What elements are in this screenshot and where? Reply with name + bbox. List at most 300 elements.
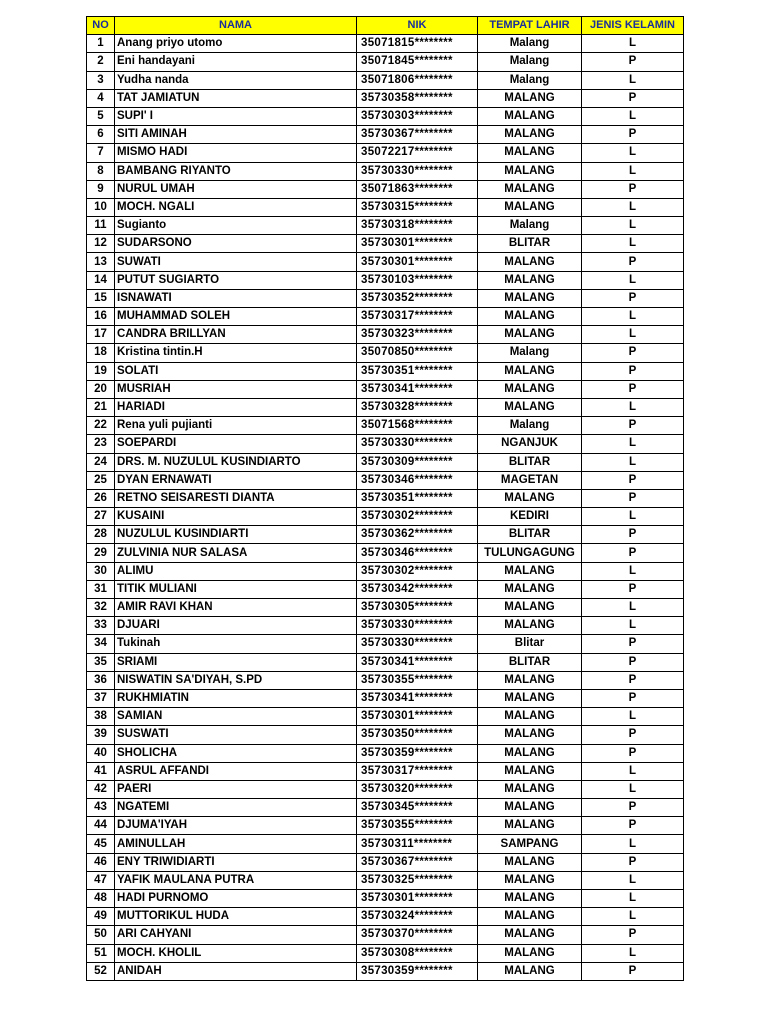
table-row: [87, 689, 684, 707]
cell-nik: 35730330********: [357, 435, 478, 453]
cell-nama: AMIR RAVI KHAN: [115, 599, 357, 617]
cell-jenis-kelamin: L: [582, 198, 684, 216]
cell-nama: NUZULUL KUSINDIARTI: [115, 526, 357, 544]
cell-nik: 35730342********: [357, 580, 478, 598]
cell-no: 18: [87, 344, 115, 362]
cell-no: 3: [87, 71, 115, 89]
header-no: NO: [87, 17, 115, 35]
cell-tempat-lahir: NGANJUK: [478, 435, 582, 453]
cell-tempat-lahir: MALANG: [478, 253, 582, 271]
cell-nik: 35730367********: [357, 126, 478, 144]
table-row: [87, 599, 684, 617]
cell-no: 29: [87, 544, 115, 562]
table-row: [87, 908, 684, 926]
cell-no: 5: [87, 107, 115, 125]
table-row: [87, 890, 684, 908]
cell-no: 7: [87, 144, 115, 162]
cell-nama: MUSRIAH: [115, 380, 357, 398]
cell-tempat-lahir: BLITAR: [478, 453, 582, 471]
cell-nik: 35730362********: [357, 526, 478, 544]
cell-tempat-lahir: Blitar: [478, 635, 582, 653]
cell-no: 20: [87, 380, 115, 398]
cell-nama: SAMIAN: [115, 708, 357, 726]
cell-no: 40: [87, 744, 115, 762]
table-row: [87, 198, 684, 216]
cell-jenis-kelamin: P: [582, 635, 684, 653]
cell-tempat-lahir: Malang: [478, 71, 582, 89]
header-row: [87, 17, 684, 35]
table-row: [87, 817, 684, 835]
cell-jenis-kelamin: P: [582, 544, 684, 562]
cell-nama: SRIAMI: [115, 653, 357, 671]
cell-tempat-lahir: MAGETAN: [478, 471, 582, 489]
cell-no: 43: [87, 799, 115, 817]
cell-nama: Yudha nanda: [115, 71, 357, 89]
cell-jenis-kelamin: L: [582, 398, 684, 416]
cell-jenis-kelamin: P: [582, 362, 684, 380]
cell-nama: SUSWATI: [115, 726, 357, 744]
table-row: [87, 417, 684, 435]
cell-tempat-lahir: MALANG: [478, 708, 582, 726]
cell-tempat-lahir: MALANG: [478, 107, 582, 125]
cell-nama: MOCH. KHOLIL: [115, 944, 357, 962]
cell-no: 24: [87, 453, 115, 471]
cell-no: 23: [87, 435, 115, 453]
cell-no: 21: [87, 398, 115, 416]
cell-nama: ALIMU: [115, 562, 357, 580]
cell-nama: NURUL UMAH: [115, 180, 357, 198]
cell-tempat-lahir: MALANG: [478, 308, 582, 326]
cell-nik: 35730318********: [357, 217, 478, 235]
cell-jenis-kelamin: L: [582, 780, 684, 798]
cell-jenis-kelamin: P: [582, 126, 684, 144]
cell-no: 48: [87, 890, 115, 908]
header-jenis-kelamin: JENIS KELAMIN: [582, 17, 684, 35]
cell-nik: 35730330********: [357, 162, 478, 180]
cell-tempat-lahir: MALANG: [478, 908, 582, 926]
cell-no: 35: [87, 653, 115, 671]
cell-nama: SOLATI: [115, 362, 357, 380]
cell-jenis-kelamin: P: [582, 962, 684, 980]
table-row: [87, 89, 684, 107]
table-row: [87, 871, 684, 889]
cell-no: 13: [87, 253, 115, 271]
cell-nik: 35730302********: [357, 508, 478, 526]
cell-nama: DJUARI: [115, 617, 357, 635]
cell-jenis-kelamin: L: [582, 599, 684, 617]
table-row: [87, 53, 684, 71]
table-row: [87, 326, 684, 344]
cell-tempat-lahir: Malang: [478, 53, 582, 71]
cell-nik: 35730303********: [357, 107, 478, 125]
cell-nik: 35730367********: [357, 853, 478, 871]
cell-nama: Tukinah: [115, 635, 357, 653]
table-row: [87, 435, 684, 453]
cell-tempat-lahir: Malang: [478, 35, 582, 53]
cell-nik: 35730328********: [357, 398, 478, 416]
cell-no: 6: [87, 126, 115, 144]
cell-jenis-kelamin: P: [582, 471, 684, 489]
cell-tempat-lahir: Malang: [478, 417, 582, 435]
cell-nama: ISNAWATI: [115, 289, 357, 307]
cell-nik: 35730301********: [357, 253, 478, 271]
table-row: [87, 162, 684, 180]
cell-jenis-kelamin: L: [582, 453, 684, 471]
cell-no: 49: [87, 908, 115, 926]
cell-jenis-kelamin: P: [582, 89, 684, 107]
cell-tempat-lahir: Malang: [478, 217, 582, 235]
cell-nama: SUWATI: [115, 253, 357, 271]
cell-nama: TITIK MULIANI: [115, 580, 357, 598]
cell-no: 39: [87, 726, 115, 744]
cell-nama: SOEPARDI: [115, 435, 357, 453]
cell-no: 14: [87, 271, 115, 289]
cell-jenis-kelamin: P: [582, 53, 684, 71]
cell-nik: 35730330********: [357, 635, 478, 653]
cell-nama: NGATEMI: [115, 799, 357, 817]
cell-tempat-lahir: MALANG: [478, 617, 582, 635]
cell-jenis-kelamin: P: [582, 489, 684, 507]
cell-nik: 35730324********: [357, 908, 478, 926]
table-row: [87, 744, 684, 762]
cell-no: 32: [87, 599, 115, 617]
cell-nama: NISWATIN SA'DIYAH, S.PD: [115, 671, 357, 689]
table-row: [87, 489, 684, 507]
cell-tempat-lahir: MALANG: [478, 562, 582, 580]
cell-nik: 35730301********: [357, 890, 478, 908]
cell-tempat-lahir: MALANG: [478, 180, 582, 198]
cell-jenis-kelamin: P: [582, 926, 684, 944]
cell-jenis-kelamin: P: [582, 253, 684, 271]
cell-jenis-kelamin: L: [582, 107, 684, 125]
cell-tempat-lahir: MALANG: [478, 726, 582, 744]
cell-jenis-kelamin: L: [582, 762, 684, 780]
cell-tempat-lahir: KEDIRI: [478, 508, 582, 526]
cell-jenis-kelamin: L: [582, 908, 684, 926]
cell-no: 47: [87, 871, 115, 889]
cell-jenis-kelamin: P: [582, 344, 684, 362]
table-row: [87, 471, 684, 489]
cell-nik: 35730341********: [357, 380, 478, 398]
cell-nama: DJUMA'IYAH: [115, 817, 357, 835]
cell-tempat-lahir: MALANG: [478, 780, 582, 798]
cell-nik: 35730311********: [357, 835, 478, 853]
cell-tempat-lahir: BLITAR: [478, 653, 582, 671]
cell-tempat-lahir: MALANG: [478, 671, 582, 689]
table-row: [87, 708, 684, 726]
cell-tempat-lahir: MALANG: [478, 489, 582, 507]
cell-nik: 35730351********: [357, 362, 478, 380]
cell-nama: ANIDAH: [115, 962, 357, 980]
cell-jenis-kelamin: P: [582, 744, 684, 762]
cell-jenis-kelamin: L: [582, 271, 684, 289]
cell-nik: 35730305********: [357, 599, 478, 617]
cell-no: 16: [87, 308, 115, 326]
table-row: [87, 180, 684, 198]
cell-no: 45: [87, 835, 115, 853]
cell-nik: 35072217********: [357, 144, 478, 162]
cell-jenis-kelamin: L: [582, 162, 684, 180]
cell-nik: 35071863********: [357, 180, 478, 198]
cell-no: 50: [87, 926, 115, 944]
cell-nik: 35730330********: [357, 617, 478, 635]
table-row: [87, 380, 684, 398]
cell-jenis-kelamin: L: [582, 235, 684, 253]
cell-no: 25: [87, 471, 115, 489]
cell-no: 27: [87, 508, 115, 526]
cell-tempat-lahir: MALANG: [478, 198, 582, 216]
cell-no: 38: [87, 708, 115, 726]
table-row: [87, 671, 684, 689]
cell-nik: 35730370********: [357, 926, 478, 944]
cell-no: 15: [87, 289, 115, 307]
cell-tempat-lahir: TULUNGAGUNG: [478, 544, 582, 562]
cell-tempat-lahir: MALANG: [478, 944, 582, 962]
cell-nik: 35730320********: [357, 780, 478, 798]
table-row: [87, 271, 684, 289]
cell-tempat-lahir: MALANG: [478, 962, 582, 980]
cell-jenis-kelamin: P: [582, 653, 684, 671]
cell-nama: SITI AMINAH: [115, 126, 357, 144]
table-row: [87, 653, 684, 671]
cell-tempat-lahir: MALANG: [478, 126, 582, 144]
cell-no: 11: [87, 217, 115, 235]
cell-nama: SUDARSONO: [115, 235, 357, 253]
cell-nama: BAMBANG RIYANTO: [115, 162, 357, 180]
cell-nik: 35070850********: [357, 344, 478, 362]
cell-nama: ARI CAHYANI: [115, 926, 357, 944]
cell-nama: DYAN ERNAWATI: [115, 471, 357, 489]
cell-nama: RUKHMIATIN: [115, 689, 357, 707]
table-row: [87, 453, 684, 471]
cell-jenis-kelamin: L: [582, 871, 684, 889]
table-row: [87, 835, 684, 853]
header-nik: NIK: [357, 17, 478, 35]
table-row: [87, 144, 684, 162]
table-row: [87, 799, 684, 817]
table-row: [87, 235, 684, 253]
header-tempat-lahir: TEMPAT LAHIR: [478, 17, 582, 35]
cell-nama: HARIADI: [115, 398, 357, 416]
cell-nik: 35730345********: [357, 799, 478, 817]
cell-nama: CANDRA BRILLYAN: [115, 326, 357, 344]
header-nama: NAMA: [115, 17, 357, 35]
cell-no: 28: [87, 526, 115, 544]
table-row: [87, 35, 684, 53]
cell-jenis-kelamin: L: [582, 562, 684, 580]
cell-tempat-lahir: MALANG: [478, 599, 582, 617]
cell-no: 19: [87, 362, 115, 380]
table-row: [87, 344, 684, 362]
cell-tempat-lahir: MALANG: [478, 689, 582, 707]
table-row: [87, 544, 684, 562]
cell-nik: 35730317********: [357, 762, 478, 780]
cell-jenis-kelamin: P: [582, 526, 684, 544]
cell-tempat-lahir: MALANG: [478, 144, 582, 162]
table-row: [87, 308, 684, 326]
cell-tempat-lahir: MALANG: [478, 580, 582, 598]
cell-nik: 35730301********: [357, 235, 478, 253]
cell-no: 9: [87, 180, 115, 198]
cell-tempat-lahir: MALANG: [478, 762, 582, 780]
cell-jenis-kelamin: P: [582, 180, 684, 198]
cell-jenis-kelamin: P: [582, 289, 684, 307]
table-row: [87, 362, 684, 380]
table-row: [87, 508, 684, 526]
table-row: [87, 526, 684, 544]
cell-no: 51: [87, 944, 115, 962]
cell-nik: 35730358********: [357, 89, 478, 107]
cell-jenis-kelamin: P: [582, 380, 684, 398]
cell-no: 8: [87, 162, 115, 180]
cell-nik: 35730359********: [357, 962, 478, 980]
cell-jenis-kelamin: L: [582, 144, 684, 162]
cell-no: 12: [87, 235, 115, 253]
cell-no: 31: [87, 580, 115, 598]
cell-nama: Anang priyo utomo: [115, 35, 357, 53]
table-row: [87, 617, 684, 635]
table-row: [87, 944, 684, 962]
cell-nama: AMINULLAH: [115, 835, 357, 853]
cell-nik: 35730302********: [357, 562, 478, 580]
cell-nik: 35730323********: [357, 326, 478, 344]
cell-no: 2: [87, 53, 115, 71]
cell-nama: Sugianto: [115, 217, 357, 235]
table-row: [87, 126, 684, 144]
cell-nama: TAT JAMIATUN: [115, 89, 357, 107]
cell-jenis-kelamin: P: [582, 799, 684, 817]
cell-nik: 35730359********: [357, 744, 478, 762]
cell-jenis-kelamin: L: [582, 835, 684, 853]
table-row: [87, 780, 684, 798]
cell-no: 44: [87, 817, 115, 835]
table-row: [87, 962, 684, 980]
cell-nik: 35730351********: [357, 489, 478, 507]
cell-nik: 35730355********: [357, 817, 478, 835]
table-row: [87, 71, 684, 89]
cell-jenis-kelamin: L: [582, 71, 684, 89]
cell-tempat-lahir: MALANG: [478, 871, 582, 889]
cell-tempat-lahir: MALANG: [478, 326, 582, 344]
cell-nama: RETNO SEISARESTI DIANTA: [115, 489, 357, 507]
table-row: [87, 853, 684, 871]
cell-nama: ZULVINIA NUR SALASA: [115, 544, 357, 562]
cell-tempat-lahir: Malang: [478, 344, 582, 362]
cell-nik: 35730346********: [357, 471, 478, 489]
cell-jenis-kelamin: L: [582, 326, 684, 344]
cell-nik: 35730355********: [357, 671, 478, 689]
cell-nik: 35730317********: [357, 308, 478, 326]
cell-nama: DRS. M. NUZULUL KUSINDIARTO: [115, 453, 357, 471]
cell-jenis-kelamin: L: [582, 508, 684, 526]
cell-nama: MOCH. NGALI: [115, 198, 357, 216]
cell-no: 1: [87, 35, 115, 53]
cell-nama: KUSAINI: [115, 508, 357, 526]
table-row: [87, 762, 684, 780]
table-row: [87, 253, 684, 271]
table-row: [87, 635, 684, 653]
cell-nik: 35730346********: [357, 544, 478, 562]
cell-jenis-kelamin: P: [582, 726, 684, 744]
cell-nik: 35071815********: [357, 35, 478, 53]
cell-tempat-lahir: MALANG: [478, 289, 582, 307]
cell-no: 37: [87, 689, 115, 707]
table-row: [87, 562, 684, 580]
cell-nik: 35730352********: [357, 289, 478, 307]
cell-nama: PAERI: [115, 780, 357, 798]
cell-nik: 35730308********: [357, 944, 478, 962]
cell-nik: 35730341********: [357, 653, 478, 671]
cell-no: 4: [87, 89, 115, 107]
cell-tempat-lahir: MALANG: [478, 362, 582, 380]
cell-jenis-kelamin: P: [582, 853, 684, 871]
cell-no: 34: [87, 635, 115, 653]
table-row: [87, 580, 684, 598]
cell-no: 41: [87, 762, 115, 780]
cell-nama: MUHAMMAD SOLEH: [115, 308, 357, 326]
cell-tempat-lahir: SAMPANG: [478, 835, 582, 853]
cell-nama: Rena yuli pujianti: [115, 417, 357, 435]
cell-nik: 35730103********: [357, 271, 478, 289]
cell-jenis-kelamin: P: [582, 689, 684, 707]
cell-jenis-kelamin: P: [582, 580, 684, 598]
cell-no: 33: [87, 617, 115, 635]
cell-tempat-lahir: MALANG: [478, 271, 582, 289]
cell-tempat-lahir: BLITAR: [478, 235, 582, 253]
table-row: [87, 726, 684, 744]
cell-tempat-lahir: MALANG: [478, 380, 582, 398]
cell-nama: MISMO HADI: [115, 144, 357, 162]
cell-no: 36: [87, 671, 115, 689]
cell-jenis-kelamin: L: [582, 708, 684, 726]
cell-tempat-lahir: MALANG: [478, 817, 582, 835]
cell-nik: 35730309********: [357, 453, 478, 471]
cell-no: 10: [87, 198, 115, 216]
cell-no: 26: [87, 489, 115, 507]
cell-nik: 35071568********: [357, 417, 478, 435]
cell-no: 30: [87, 562, 115, 580]
cell-nama: ENY TRIWIDIARTI: [115, 853, 357, 871]
cell-nama: SUPI' I: [115, 107, 357, 125]
cell-jenis-kelamin: L: [582, 308, 684, 326]
cell-tempat-lahir: MALANG: [478, 89, 582, 107]
data-table: [86, 16, 684, 981]
cell-nama: PUTUT SUGIARTO: [115, 271, 357, 289]
table-row: [87, 398, 684, 416]
cell-nama: Eni handayani: [115, 53, 357, 71]
table-body: [87, 35, 684, 981]
cell-no: 22: [87, 417, 115, 435]
cell-jenis-kelamin: P: [582, 671, 684, 689]
table-row: [87, 107, 684, 125]
cell-nik: 35730341********: [357, 689, 478, 707]
cell-no: 17: [87, 326, 115, 344]
cell-nama: ASRUL AFFANDI: [115, 762, 357, 780]
cell-tempat-lahir: MALANG: [478, 398, 582, 416]
cell-nama: YAFIK MAULANA PUTRA: [115, 871, 357, 889]
cell-no: 42: [87, 780, 115, 798]
cell-jenis-kelamin: L: [582, 617, 684, 635]
cell-tempat-lahir: MALANG: [478, 926, 582, 944]
cell-jenis-kelamin: L: [582, 217, 684, 235]
cell-jenis-kelamin: L: [582, 35, 684, 53]
cell-nik: 35071806********: [357, 71, 478, 89]
cell-nik: 35730301********: [357, 708, 478, 726]
cell-tempat-lahir: BLITAR: [478, 526, 582, 544]
cell-jenis-kelamin: L: [582, 435, 684, 453]
cell-no: 52: [87, 962, 115, 980]
table-row: [87, 289, 684, 307]
